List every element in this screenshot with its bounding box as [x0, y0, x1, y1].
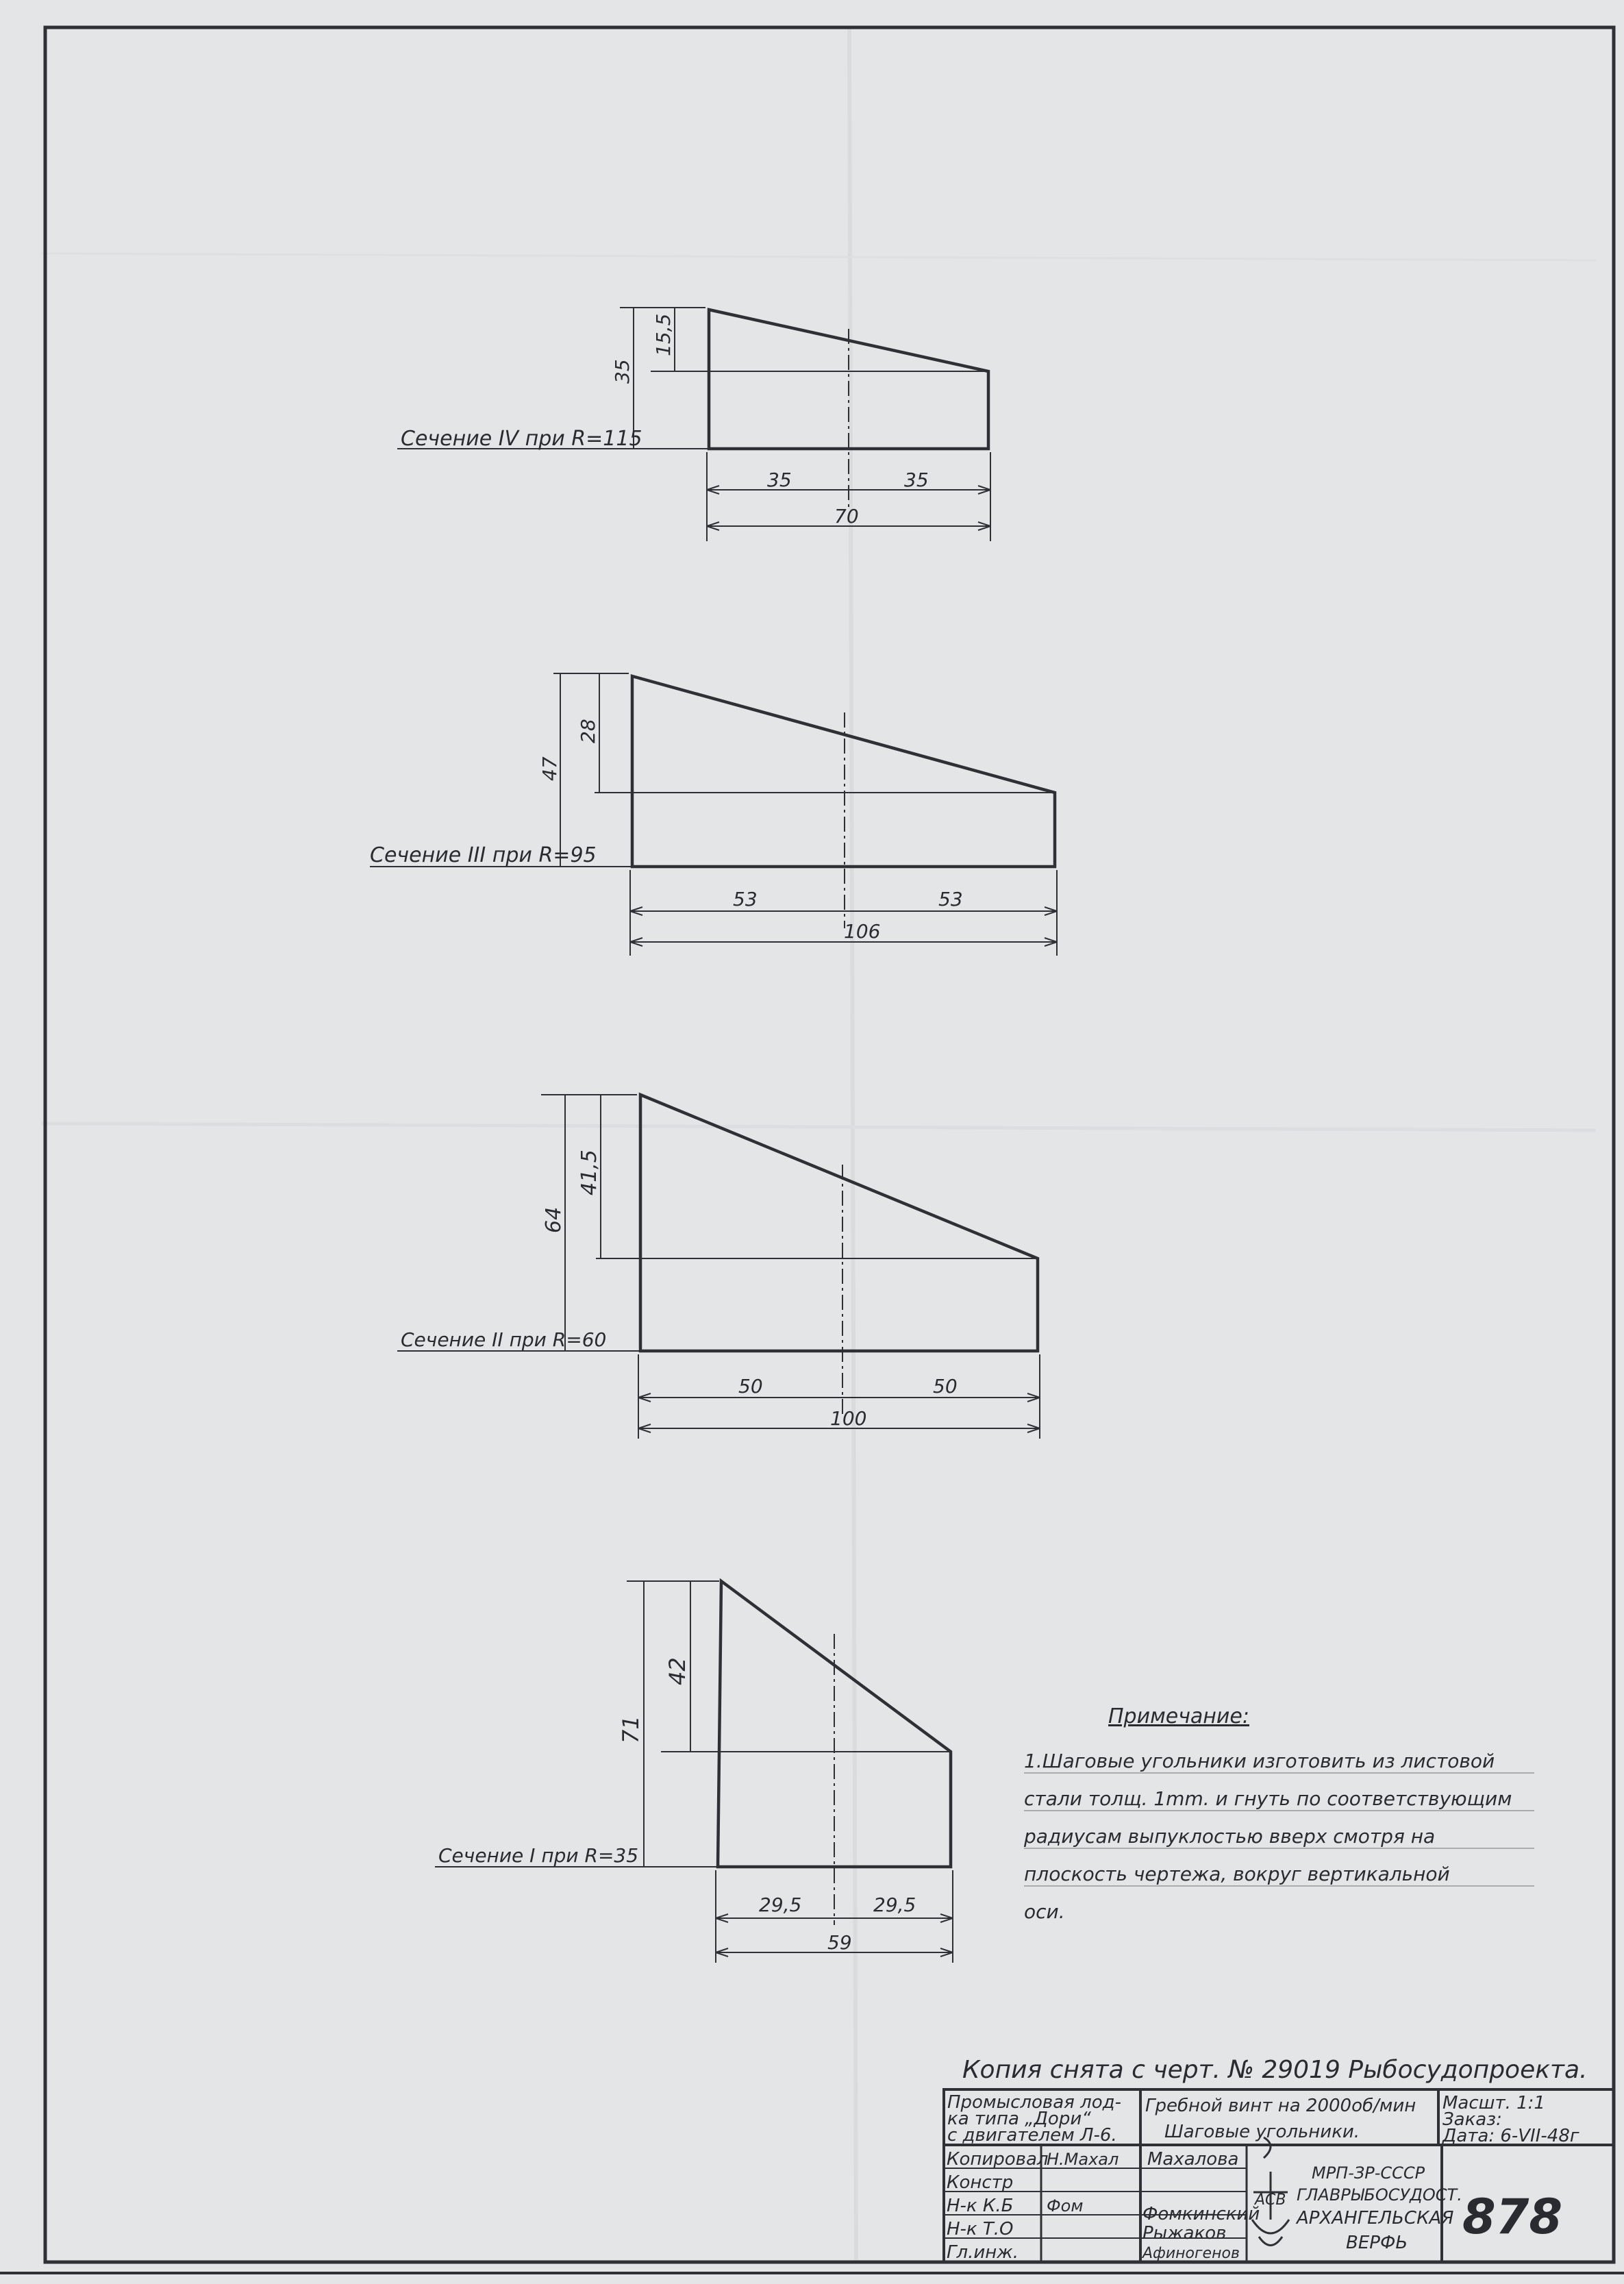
title-block [944, 2089, 1614, 2263]
section-iii-profile [632, 676, 1055, 867]
tb-name-4: Рыжаков [1142, 2223, 1227, 2244]
section-iii-height-value: 47 [538, 756, 561, 781]
tb-role-5: Гл.инж. [947, 2242, 1019, 2263]
section-iv-half-left: 35 [767, 469, 792, 491]
section-ii [397, 1095, 1040, 1439]
section-i-width-value: 59 [827, 1931, 852, 1954]
section-ii-half-left: 50 [738, 1375, 763, 1398]
tb-org-line-2: ГЛАВРЫБОСУДОСТ. [1297, 2185, 1462, 2205]
section-i [435, 1581, 953, 1963]
section-iii-width-value: 106 [844, 920, 881, 943]
tb-org-line-3: АРХАНГЕЛЬСКАЯ [1297, 2208, 1454, 2229]
section-ii-step-value: 41,5 [577, 1150, 601, 1195]
section-iii-half-right: 53 [938, 888, 963, 910]
note-line-3: радиусам выпуклостью вверх смотря на [1024, 1825, 1436, 1848]
tb-vessel-line-1: Промысловая лод- [947, 2092, 1121, 2113]
sheet-number: 878 [1462, 2189, 1563, 2245]
section-iv-label: Сечение IV при R=115 [401, 427, 642, 451]
tb-role-3: Н-к К.Б [947, 2196, 1014, 2216]
section-iii-half-left: 53 [733, 888, 758, 910]
tb-vessel-line-3: с двигателем Л-6. [947, 2125, 1117, 2146]
section-i-half-right: 29,5 [873, 1894, 916, 1916]
tb-role-4: Н-к Т.О [947, 2219, 1014, 2239]
section-ii-height-value: 64 [542, 1206, 566, 1233]
note-line-2: стали толщ. 1mm. и гнуть по соответствующим [1024, 1787, 1512, 1810]
tb-order: Заказ: [1442, 2109, 1502, 2130]
tb-org-line-1: МРП-ЗР-СССР [1312, 2163, 1425, 2183]
tb-scale: Масшт. 1:1 [1442, 2093, 1545, 2113]
tb-title-line-2: Шаговые угольники. [1164, 2122, 1360, 2142]
note-block [1023, 1704, 1534, 1923]
paper-texture [41, 27, 1596, 2261]
drawing-frame [45, 27, 1614, 2262]
section-i-half-left: 29,5 [759, 1894, 802, 1916]
section-ii-label: Сечение II при R=60 [401, 1328, 607, 1351]
section-iv-height-value: 35 [611, 359, 634, 384]
tb-name-3: Фомкинский [1142, 2204, 1260, 2224]
tb-title-line-1: Гребной винт на 2000об/мин [1145, 2096, 1416, 2116]
shipyard-logo [1252, 2137, 1289, 2246]
section-ii-half-right: 50 [933, 1375, 958, 1398]
note-line-1: 1.Шаговые угольники изготовить из листовой [1024, 1750, 1495, 1772]
svg-text:АСВ: АСВ [1255, 2192, 1286, 2209]
section-iv [397, 308, 990, 541]
tb-role-2: Констр [947, 2172, 1014, 2193]
note-line-4: плоскость чертежа, вокруг вертикальной [1024, 1863, 1450, 1885]
section-i-label: Сечение I при R=35 [438, 1844, 639, 1867]
tb-role-1: Копировал [947, 2149, 1049, 2170]
tb-date: Дата: 6-VII-48г [1442, 2126, 1579, 2146]
copy-note: Копия снята с черт. № 29019 Рыбосудопроекта. [962, 2056, 1588, 2084]
section-iv-step-value: 15,5 [652, 313, 675, 356]
tb-name-1: Махалова [1147, 2149, 1239, 2170]
section-i-height-value: 71 [618, 1715, 644, 1743]
section-iii [370, 673, 1057, 956]
section-iv-half-right: 35 [904, 469, 929, 491]
section-ii-profile [640, 1095, 1038, 1351]
note-line-5: оси. [1024, 1900, 1065, 1923]
section-i-step-value: 42 [664, 1657, 690, 1685]
note-title: Примечание: [1108, 1704, 1249, 1728]
tb-signature-1: Н.Махал [1047, 2150, 1119, 2169]
tb-vessel-line-2: ка типа „Дори“ [947, 2109, 1091, 2129]
section-ii-width-value: 100 [830, 1407, 867, 1430]
tb-org-line-4: ВЕРФЬ [1346, 2233, 1408, 2253]
section-iii-step-value: 28 [577, 719, 599, 743]
tb-name-5: Афиногенов [1142, 2245, 1240, 2262]
section-iii-label: Сечение III при R=95 [370, 843, 597, 867]
section-iv-width-value: 70 [834, 505, 859, 527]
tb-signature-2: Фом [1047, 2196, 1084, 2215]
